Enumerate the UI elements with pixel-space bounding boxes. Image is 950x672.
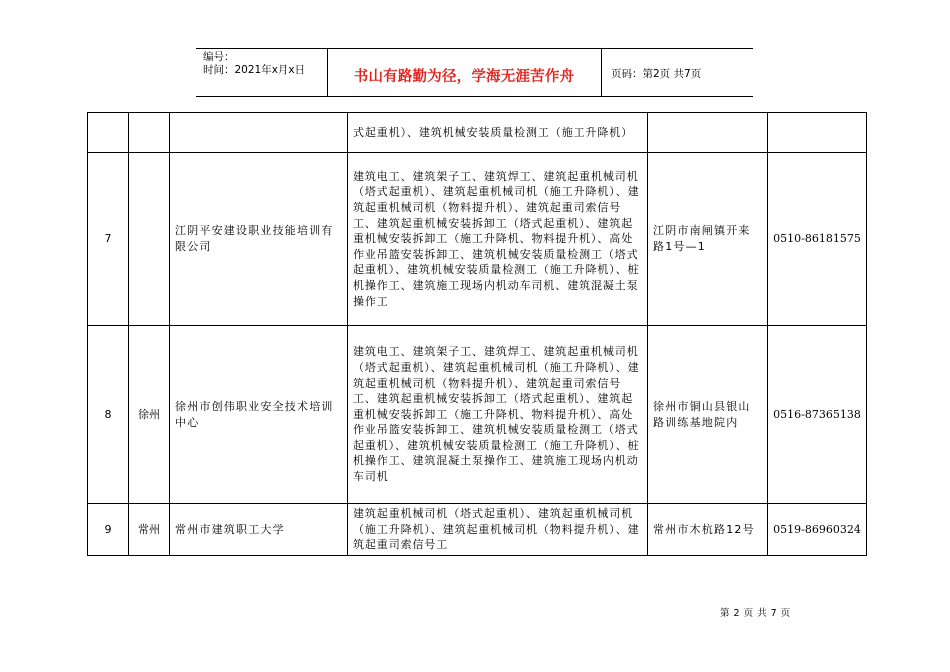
- table-row: [88, 504, 867, 556]
- address-cell: [648, 113, 768, 153]
- header-page-label: 页码：第2页 共7页: [611, 68, 702, 80]
- organization-cell: [170, 113, 348, 153]
- header-meta: [203, 51, 305, 77]
- address-cell: 常州市木杭路12号: [648, 504, 768, 556]
- organization-cell: 徐州市创伟职业安全技术培训中心: [170, 326, 348, 504]
- job-types-cell: 建筑电工、建筑架子工、建筑焊工、建筑起重机械司机（塔式起重机）、建筑起重机械司机（施工升降机）、建筑起重机械司机（物料提升机）、建筑起重司索信号工、建筑起重机械安装拆卸工（塔式起重机）、建筑起重机械安装拆卸工（施工升降机、物料提升机）、高处作业吊篮安装拆卸工、建筑机械安装质量检测工（塔式起重机）、建筑机械安装质量检测工（施工升降机）、桩机操作工、建筑施工现场内机动车司机、建筑混凝土泵操作工: [348, 153, 648, 326]
- row-number: 8: [88, 326, 129, 504]
- table-row: [88, 153, 867, 326]
- table-row: [88, 326, 867, 504]
- city-cell: 常州: [129, 504, 170, 556]
- job-types-cell: 式起重机）、建筑机械安装质量检测工（施工升降机）: [348, 113, 648, 153]
- organization-cell: 江阴平安建设职业技能培训有限公司: [170, 153, 348, 326]
- page-footer: 第 2 页 共 7 页: [720, 608, 791, 619]
- organization-cell: 常州市建筑职工大学: [170, 504, 348, 556]
- table-row: [88, 113, 867, 153]
- header-bottom-rule: [196, 96, 753, 97]
- header-time-label: 时间：2021年x月x日: [203, 64, 306, 76]
- address-cell: 徐州市铜山县银山路训练基地院内: [648, 326, 768, 504]
- header-number-label: 编号：: [203, 51, 235, 63]
- phone-cell: [768, 113, 867, 153]
- phone-cell: 0519-86960324: [768, 504, 867, 556]
- city-cell: [129, 113, 170, 153]
- row-number: 7: [88, 153, 129, 326]
- job-types-cell: 建筑起重机械司机（塔式起重机）、建筑起重机械司机（施工升降机）、建筑起重机械司机（物料提升机）、建筑起重司索信号工: [348, 504, 648, 556]
- phone-cell: 0516-87365138: [768, 326, 867, 504]
- header-divider-right: [601, 48, 602, 96]
- header-top-rule: [196, 48, 753, 49]
- training-institutions-table: [87, 112, 867, 556]
- header-motto: 书山有路勤为径，学海无涯苦作舟: [353, 69, 575, 85]
- phone-cell: 0510-86181575: [768, 153, 867, 326]
- row-number: [88, 113, 129, 153]
- city-cell: 徐州: [129, 326, 170, 504]
- address-cell: 江阴市南闸镇开来路1号—1: [648, 153, 768, 326]
- city-cell: [129, 153, 170, 326]
- row-number: 9: [88, 504, 129, 556]
- job-types-cell: 建筑电工、建筑架子工、建筑焊工、建筑起重机械司机（塔式起重机）、建筑起重机械司机（施工升降机）、建筑起重机械司机（物料提升机）、建筑起重司索信号工、建筑起重机械安装拆卸工（塔式起重机）、建筑起重机械安装拆卸工（施工升降机、物料提升机）、高处作业吊篮安装拆卸工、建筑机械安装质量检测工（塔式起重机）、建筑机械安装质量检测工（施工升降机）、桩机操作工、建筑混凝土泵操作工、建筑施工现场内机动车司机: [348, 326, 648, 504]
